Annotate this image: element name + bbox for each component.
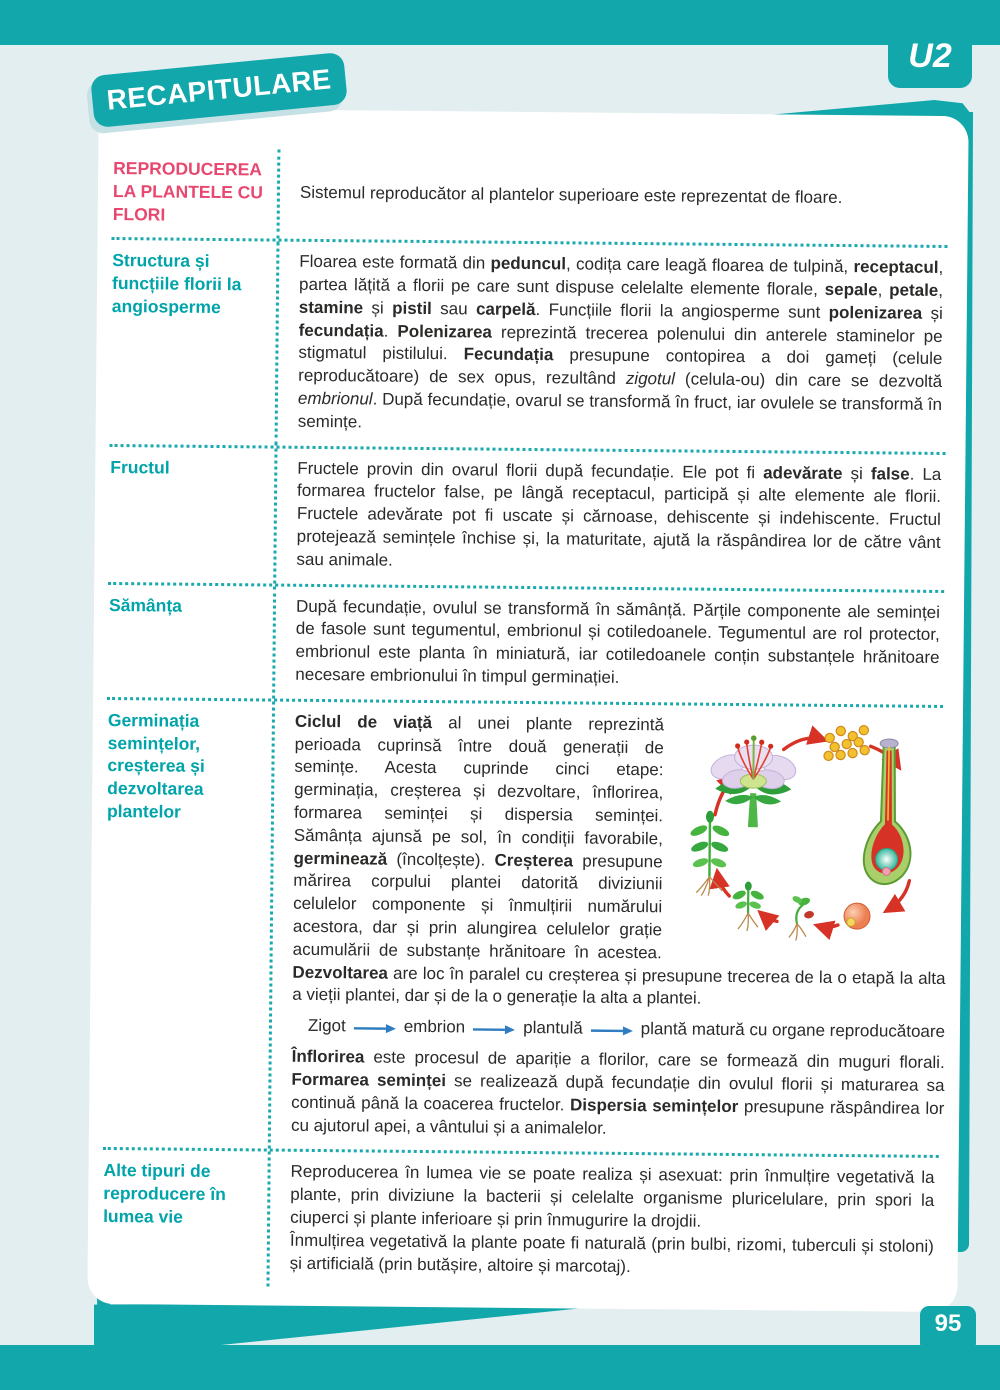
- text-segment: Floarea este formată din: [299, 252, 491, 273]
- row-heading-cell: [108, 447, 277, 584]
- flow-stage: embrion: [403, 1016, 466, 1037]
- text-segment: al unei plante reprezintă perioada cuprinsă între două generații de semințe. Acesta cuprinde cinci etape: germinația, creșterea și dezvoltare, înflorirea, formarea seminței și dispersia seminței. Sămânța ajunsă pe sol, în condiții favorabile,: [293, 712, 665, 849]
- unit-badge-label: U2: [908, 36, 952, 75]
- row-heading-cell: [101, 1150, 270, 1287]
- row-heading: Structura și funcțiile florii la angiosperme: [111, 250, 242, 317]
- row-heading: Sămânța: [108, 594, 183, 616]
- text-segment: Reproducerea în lumea vie se poate realiza și asexuat: prin înmulțire vegetativă la plante, prin diviziune la bacterii și celelalte organisme pluricelulare, prin spori la ciuperci și plante inferioare și prin înmugurire la drojdii.: [290, 1162, 935, 1231]
- page-number: 95: [934, 1310, 962, 1337]
- row-paragraph: [296, 457, 941, 577]
- text-segment: are loc în paralel cu creșterea și presupune trecerea de la o etapă la alta a vieții plantei, dar și de la o generație la alta a plantei.: [292, 963, 946, 1009]
- text-segment: sau: [431, 298, 477, 319]
- row-paragraph: [290, 1229, 934, 1281]
- row-paragraph: [300, 182, 843, 210]
- row-content-cell: [275, 586, 944, 705]
- text-segment: și: [922, 303, 943, 323]
- germinating-seed-icon: [789, 894, 815, 940]
- text-segment: Fecundația: [463, 344, 554, 365]
- text-segment: presupune mărirea corpului plantei datorită diviziunii celulelor componente și înmulțirii numărului acestora, dar și prin alungirea celulelor grație acumulării de substanțe hrănitoare în acestea.: [292, 851, 663, 963]
- row-content-cell: [278, 242, 948, 452]
- row-heading: Germinația semințelor, creșterea și dezvoltarea plantelor: [106, 709, 205, 822]
- text-segment: adevărate: [763, 462, 843, 483]
- row-heading: Alte tipuri de reproducere în lumea vie: [103, 1160, 226, 1227]
- text-segment: Sistemul reproducător al plantelor superioare este reprezentat de floare.: [299, 182, 843, 207]
- flow-stage: Zigot: [307, 1016, 346, 1036]
- row-heading-cell: [110, 240, 280, 445]
- text-segment: reprezintă trecerea polenului din anterele staminelor pe stigmatul pistilului.: [298, 322, 943, 364]
- text-segment: embrionul: [297, 388, 373, 409]
- top-teal-band: [0, 0, 1000, 45]
- table-row: [110, 240, 948, 454]
- unit-badge: [888, 24, 972, 88]
- plant-life-cycle-svg: [676, 714, 948, 952]
- text-segment: sepale: [824, 279, 878, 300]
- row-heading: REPRODUCEREA LA PLANTELE CU FLORI: [112, 157, 264, 224]
- row-heading-cell: [107, 585, 276, 699]
- row-paragraph: [291, 1046, 945, 1143]
- text-segment: Creșterea: [494, 850, 574, 871]
- text-segment: Ciclul de viață: [294, 711, 433, 732]
- table-row: [111, 148, 948, 248]
- text-segment: presupune contopirea a doi gameți (celule reproducătoare) de sex opus, rezultând: [298, 345, 943, 389]
- row-content-cell: [271, 701, 952, 1155]
- row-paragraph: [298, 251, 944, 440]
- row-paragraph: [290, 1161, 935, 1236]
- bottom-teal-band: [0, 1345, 1000, 1390]
- text-segment: Fructele provin din ovarul florii după fecundație. Ele pot fi: [297, 458, 764, 482]
- text-segment: Înflorirea: [291, 1046, 365, 1067]
- flow-arrow-icon: [472, 1023, 516, 1035]
- text-segment: (celula-ou) din care se dezvoltă: [674, 369, 943, 392]
- text-segment: zigotul: [625, 369, 676, 389]
- text-segment: pistil: [392, 298, 432, 318]
- flow-arrow-icon: [590, 1024, 634, 1036]
- text-segment: se realizează după fecundație din ovulul florii și maturarea sa continuă până la coacerea fructelor.: [291, 1071, 945, 1115]
- text-segment: și: [363, 298, 393, 318]
- text-segment: polenizarea: [828, 302, 923, 323]
- young-plant-icon: [731, 881, 765, 931]
- pollen-grains-icon: [824, 725, 870, 761]
- text-segment: După fecundație, ovulul se transformă în sămânță. Părțile componente ale seminței de fasole sunt tegumentul, embrionul și cotiledoanele. Tegumentul are rol protector, embrionul este planta în miniatură, iar cotiledoanele conțin substanțele hrănitoare necesare embrionului în timpul germinației.: [295, 596, 941, 687]
- row-content-cell: [269, 1152, 938, 1293]
- text-segment: stamine: [298, 297, 364, 318]
- fruit-icon: [844, 903, 870, 929]
- text-segment: . La formarea fructelor false, pe lângă receptacul, participă și alte elemente ale florii. Fructele adevărate pot fi uscate și cărnoase, dehiscente și indehiscente. Fructul protejează semințele închise și, la maturitate, ajută la răspândirea lor de către vânt sau animale.: [296, 464, 942, 570]
- flow-stage: plantulă: [523, 1018, 583, 1038]
- flow-arrow-icon: [353, 1022, 397, 1034]
- table-row: [108, 447, 945, 593]
- text-segment: carpelă: [475, 299, 536, 319]
- text-segment: presupune răspândirea lor cu ajutorul apei, a vântului și a animalelor.: [290, 1096, 945, 1138]
- table-row: [101, 1150, 938, 1293]
- flow-stage: plantă matură cu organe reproducătoare: [640, 1019, 946, 1042]
- text-segment: ,: [938, 280, 944, 301]
- text-segment: . Funcțiile florii la angiosperme sunt: [535, 299, 829, 322]
- text-segment: receptacul: [853, 257, 939, 278]
- recap-header-label: RECAPITULARE: [105, 63, 333, 116]
- row-content-cell: [276, 448, 945, 589]
- life-stages-flow: [308, 1016, 945, 1042]
- row-heading-cell: [112, 148, 281, 239]
- text-segment: .: [383, 321, 398, 341]
- recap-table: [87, 108, 968, 1314]
- text-segment: Polenizarea: [397, 321, 493, 342]
- text-segment: germinează: [293, 848, 388, 869]
- text-segment: și: [842, 463, 871, 483]
- row-content-cell: [280, 150, 949, 246]
- row-heading: Fructul: [110, 456, 170, 478]
- pistil-icon: [864, 739, 912, 885]
- text-segment: , partea lățită a florii pe care sunt dispuse celelalte elemente florale,: [298, 258, 944, 299]
- text-segment: Dispersia semințelor: [569, 1095, 739, 1116]
- text-segment: ,: [877, 280, 890, 300]
- table-row: [107, 585, 944, 708]
- text-segment: Dezvoltarea: [292, 962, 389, 983]
- text-segment: false: [870, 463, 910, 484]
- text-segment: (încolțește).: [387, 849, 495, 870]
- text-segment: este procesul de apariție a florilor, care se formează din muguri florali.: [364, 1047, 945, 1073]
- text-segment: , codița care leagă floarea de tulpină,: [565, 254, 854, 277]
- text-segment: petale: [889, 280, 939, 300]
- text-segment: Formarea seminței: [291, 1069, 447, 1091]
- mature-plant-icon: [688, 810, 731, 895]
- text-segment: peduncul: [490, 253, 567, 274]
- plant-life-cycle-illustration: [676, 714, 948, 952]
- row-paragraph: [295, 595, 940, 692]
- text-segment: fecundația: [298, 320, 384, 341]
- table-row: [103, 700, 946, 1159]
- text-segment: . După fecundație, ovarul se transformă în fruct, iar ovulele se transformă în semințe.: [297, 389, 943, 432]
- text-segment: Înmulțirea vegetativă la plante poate fi naturală (prin bulbi, rizomi, tuberculi și stoloni) și artificială (prin butășire, altoire și marcotaj).: [289, 1230, 934, 1276]
- row-heading-cell: [103, 700, 275, 1149]
